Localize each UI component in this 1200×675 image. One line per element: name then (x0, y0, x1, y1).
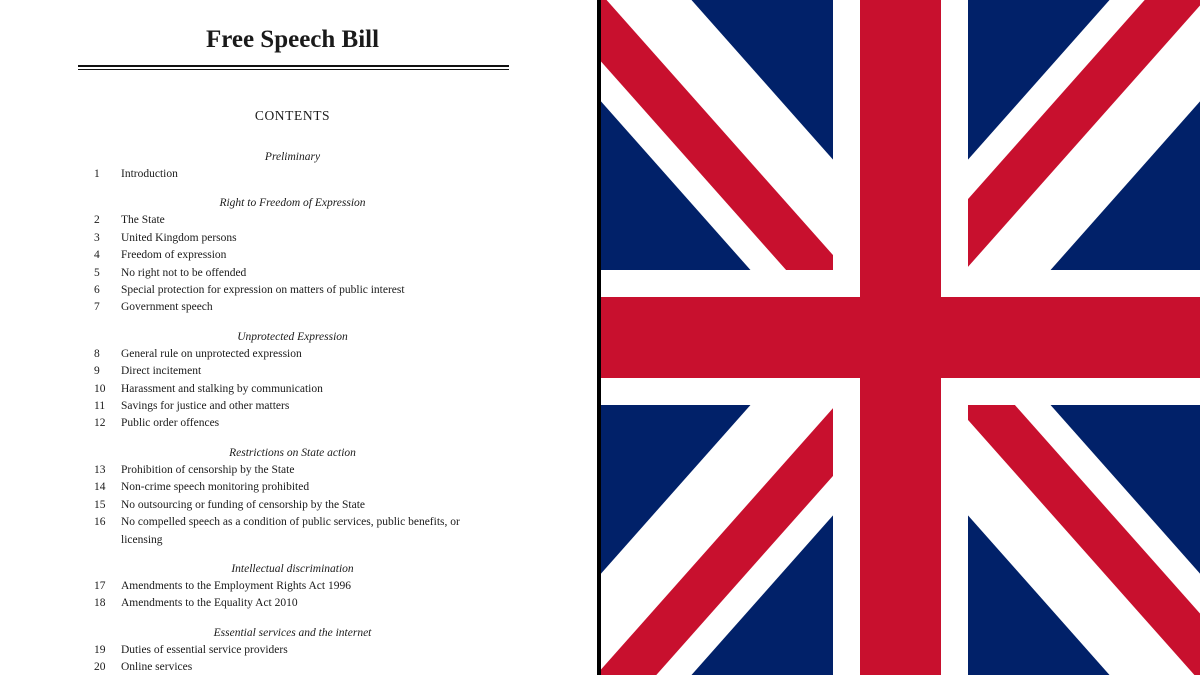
toc-entry-text: Non-crime speech monitoring prohibited (121, 481, 310, 494)
toc-entry (0, 462, 597, 479)
toc-entry-text: The State (121, 214, 165, 227)
toc-entry-text: General rule on unprotected expression (121, 347, 302, 360)
toc-entry (0, 479, 597, 496)
toc-entry-text: Duties of essential service providers (121, 643, 288, 656)
toc-entry-text: No right not to be offended (121, 266, 247, 279)
toc-entry-number: 15 (94, 498, 106, 511)
toc-entry-number: 13 (94, 463, 106, 476)
toc-entry-number: 18 (94, 597, 106, 610)
toc-entry (0, 514, 597, 549)
toc-entry (0, 398, 597, 415)
toc-entry-text: Savings for justice and other matters (121, 400, 290, 413)
toc-entry-number: 7 (94, 301, 100, 314)
toc-entry-text: Online services (121, 661, 193, 674)
toc-entry-text: Harassment and stalking by communication (121, 382, 323, 395)
toc-entry-number: 3 (94, 231, 100, 244)
toc-entry (0, 247, 597, 264)
toc-entry-text: Government speech (121, 301, 213, 314)
toc-entry-number: 20 (94, 661, 106, 674)
document-title: Free Speech Bill (205, 26, 380, 53)
title-double-rule (78, 65, 509, 70)
toc-entry-text: Direct incitement (121, 365, 202, 378)
toc-entry (0, 363, 597, 380)
toc-entry (0, 282, 597, 299)
toc-entry (0, 595, 597, 612)
toc-entry (0, 497, 597, 514)
toc-entry-number: 16 (94, 516, 106, 529)
toc-entry-number: 8 (94, 347, 100, 360)
table-of-contents (0, 149, 597, 675)
toc-entry-number: 4 (94, 249, 100, 262)
toc-entry-number: 12 (94, 417, 106, 430)
toc-entry-number: 9 (94, 365, 100, 378)
section-heading: Unprotected Expression (237, 330, 348, 343)
toc-entry (0, 659, 597, 675)
section-heading: Preliminary (264, 151, 321, 163)
toc-entry-number: 2 (94, 214, 100, 227)
toc-entry-text: Special protection for expression on matters of public interest (121, 284, 405, 297)
toc-entry (0, 346, 597, 363)
toc-entry (0, 381, 597, 398)
flag-graphic (601, 0, 1200, 675)
toc-entry (0, 415, 597, 432)
toc-entry-text: Freedom of expression (121, 249, 227, 262)
flag-red-cross-horizontal (601, 297, 1200, 378)
toc-entry-number: 14 (94, 481, 106, 494)
toc-entry-text: Public order offences (121, 417, 220, 430)
toc-entry (0, 578, 597, 595)
toc-entry-number: 10 (94, 382, 106, 395)
toc-entry-text: Introduction (121, 168, 178, 180)
toc-entry (0, 299, 597, 316)
toc-entry-text: No compelled speech as a condition of public services, public benefits, or licensing (121, 516, 460, 546)
section-heading: Right to Freedom of Expression (219, 197, 366, 210)
toc-entry-text: Prohibition of censorship by the State (121, 463, 295, 476)
section-heading: Restrictions on State action (229, 446, 356, 459)
toc-entry-number: 17 (94, 579, 106, 592)
toc-entry (0, 230, 597, 247)
contents-heading: CONTENTS (254, 108, 331, 123)
toc-entry-number: 11 (94, 400, 106, 413)
toc-entry (0, 265, 597, 282)
toc-entry-number: 1 (94, 168, 100, 180)
toc-entry (0, 642, 597, 659)
toc-entry-number: 6 (94, 284, 100, 297)
section-heading: Essential services and the internet (213, 626, 372, 639)
toc-entry-number: 19 (94, 643, 106, 656)
toc-entry-text: Amendments to the Employment Rights Act 1996 (121, 579, 351, 592)
toc-entry-text: No outsourcing or funding of censorship by the State (121, 498, 366, 511)
toc-entry-number: 5 (94, 266, 100, 279)
union-jack-flag-icon (601, 0, 1200, 675)
document-page (0, 0, 597, 675)
toc-entry (0, 212, 597, 229)
toc-entry-text: United Kingdom persons (121, 231, 237, 244)
toc-entry-text: Amendments to the Equality Act 2010 (121, 597, 298, 610)
section-heading: Intellectual discrimination (231, 562, 354, 575)
toc-entry (0, 166, 597, 183)
